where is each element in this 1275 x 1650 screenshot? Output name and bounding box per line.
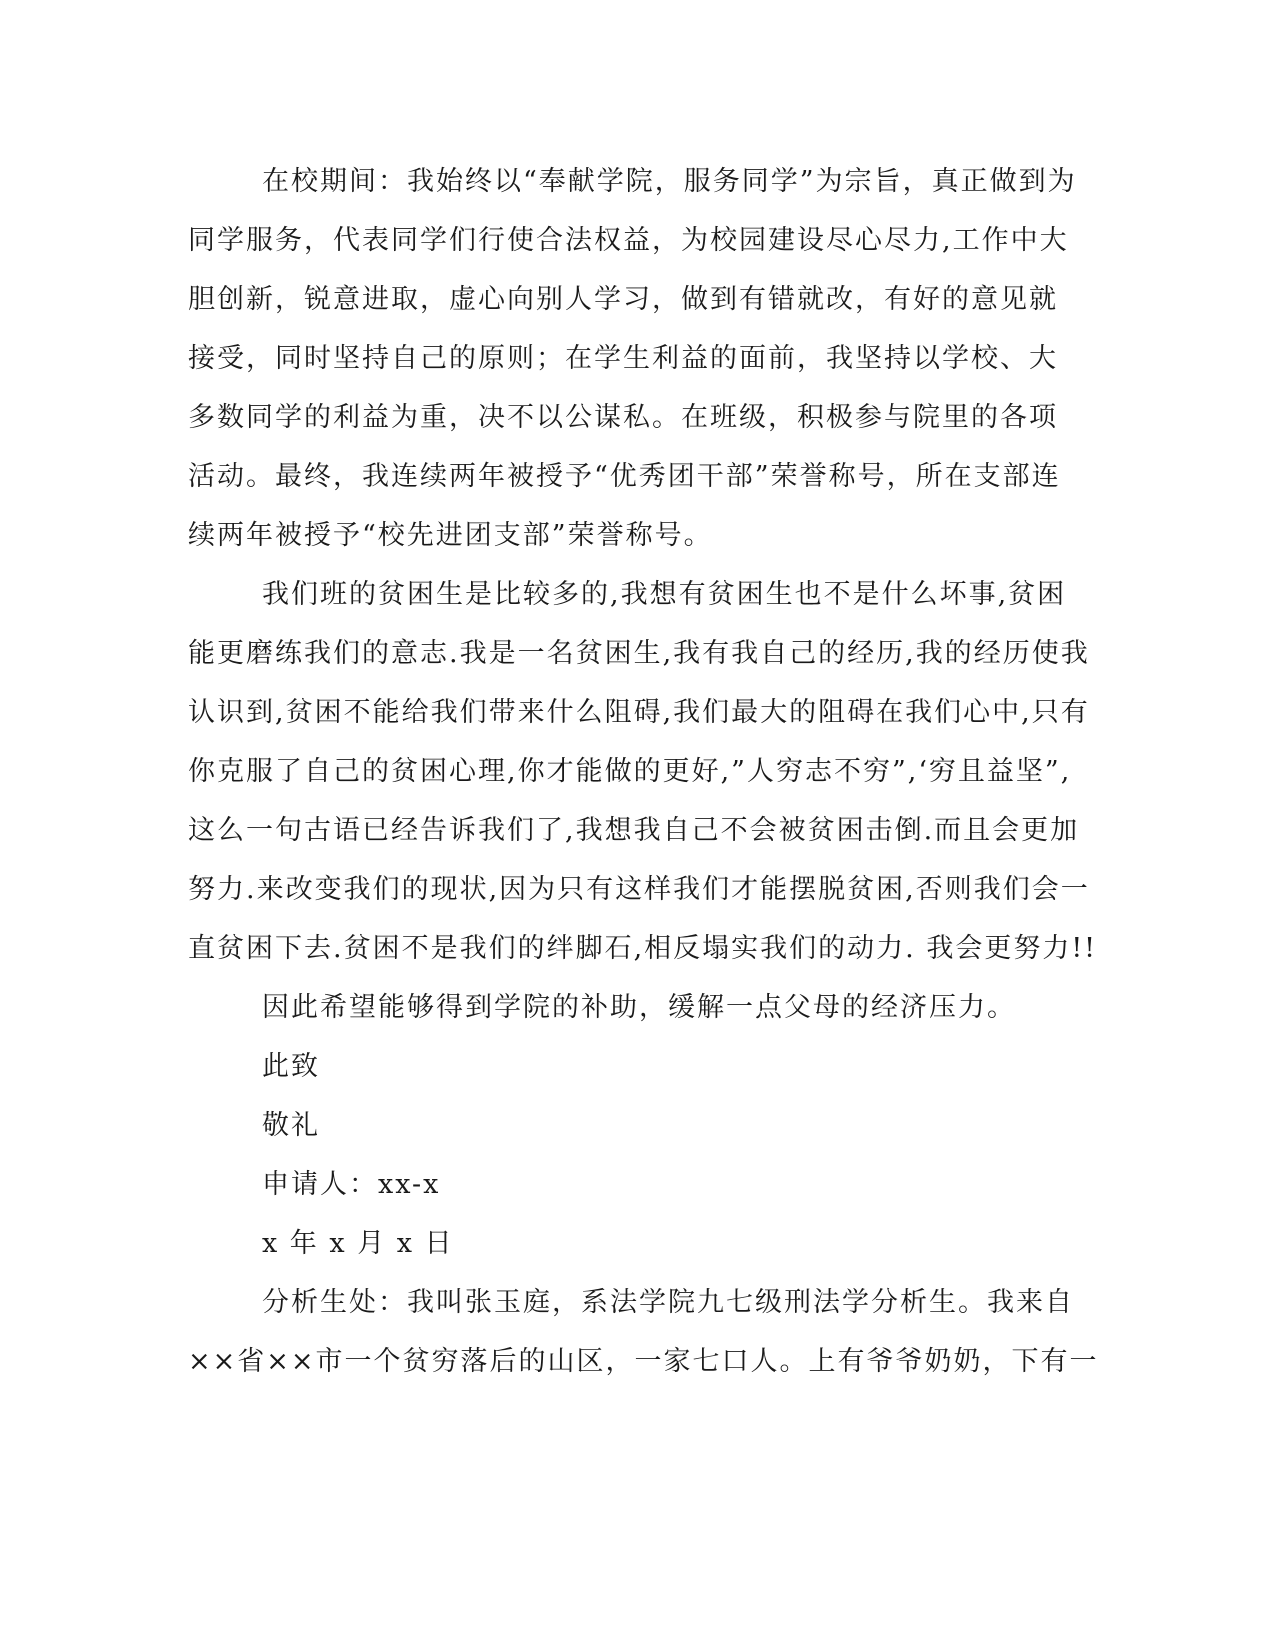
paragraph-line: 认识到,贫困不能给我们带来什么阻碍,我们最大的阻碍在我们心中,只有	[188, 697, 1090, 728]
paragraph-line: 努力.来改变我们的现状,因为只有这样我们才能摆脱贫困,否则我们会一	[188, 874, 1090, 905]
closing-salutation: 此致	[262, 1051, 320, 1082]
paragraph-line: 这么一句古语已经告诉我们了,我想我自己不会被贫困击倒.而且会更加	[188, 815, 1080, 846]
paragraph-line: 直贫困下去.贫困不是我们的绊脚石,相反塌实我们的动力. 我会更努力!!	[188, 933, 1098, 964]
closing-regards: 敬礼	[262, 1110, 320, 1141]
paragraph-line: 我们班的贫困生是比较多的,我想有贫困生也不是什么坏事,贫困	[262, 579, 1067, 610]
paragraph-line: 多数同学的利益为重，决不以公谋私。在班级，积极参与院里的各项	[188, 402, 1058, 433]
paragraph-line: ××省××市一个贫穷落后的山区，一家七口人。上有爷爷奶奶，下有一	[188, 1346, 1099, 1377]
paragraph-line: 活动。最终，我连续两年被授予“优秀团干部”荣誉称号，所在支部连	[188, 461, 1061, 492]
paragraph-line: 在校期间：我始终以“奉献学院，服务同学”为宗旨，真正做到为	[262, 166, 1077, 197]
paragraph-line: 接受，同时坚持自己的原则；在学生利益的面前，我坚持以学校、大	[188, 343, 1058, 374]
paragraph-line: 你克服了自己的贫困心理,你才能做的更好,”人穷志不穷”,‘穷且益坚”,	[188, 756, 1072, 787]
paragraph-line: 能更磨练我们的意志.我是一名贫困生,我有我自己的经历,我的经历使我	[188, 638, 1090, 669]
paragraph-line: 同学服务，代表同学们行使合法权益，为校园建设尽心尽力,工作中大	[188, 225, 1069, 256]
paragraph-line: 因此希望能够得到学院的补助，缓解一点父母的经济压力。	[262, 992, 1016, 1023]
paragraph-line: 分析生处：我叫张玉庭，系法学院九七级刑法学分析生。我来自	[262, 1287, 1074, 1318]
paragraph-line: 续两年被授予“校先进团支部”荣誉称号。	[188, 520, 713, 551]
date-line: x 年 x 月 x 日	[262, 1228, 454, 1259]
paragraph-line: 胆创新，锐意进取，虚心向别人学习，做到有错就改，有好的意见就	[188, 284, 1058, 315]
applicant-signature: 申请人：xx-x	[262, 1169, 441, 1200]
